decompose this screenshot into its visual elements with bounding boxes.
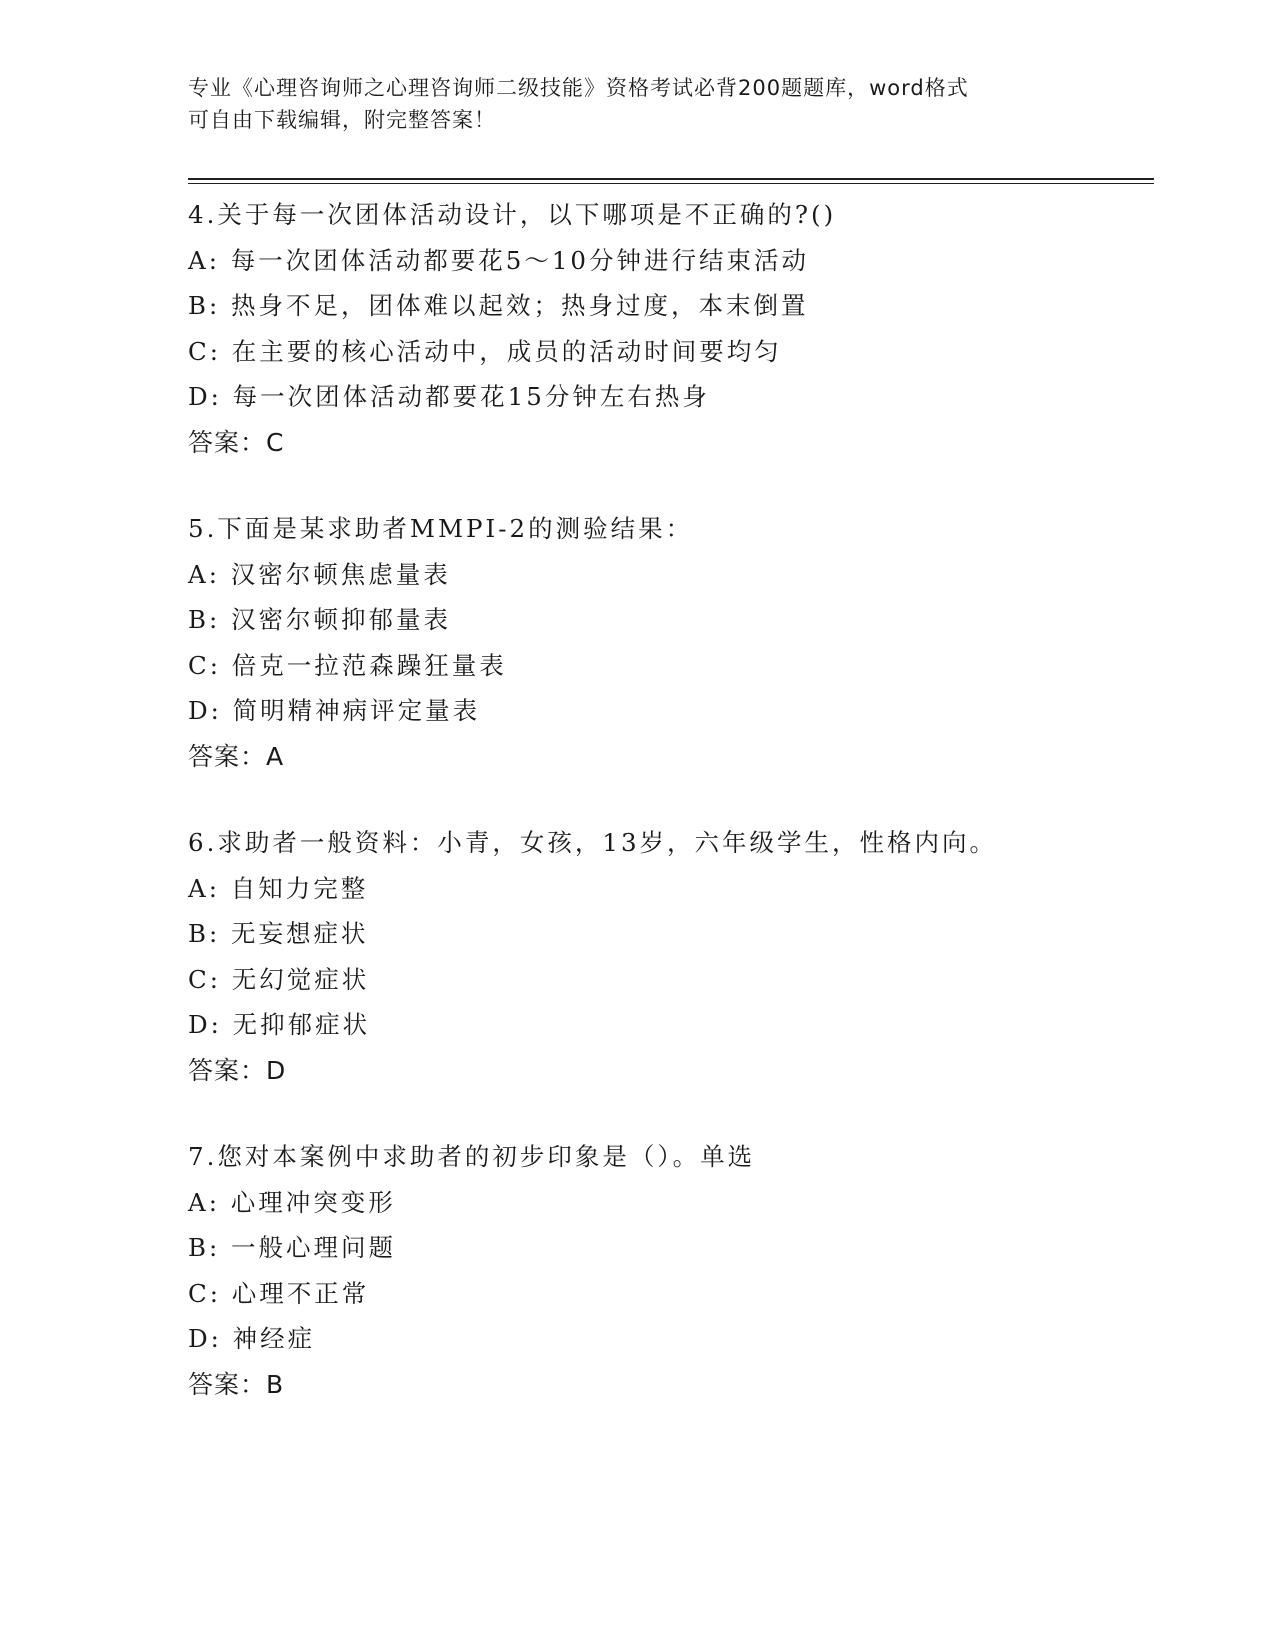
question-stem: 7.您对本案例中求助者的初步印象是（）。单选 [188, 1141, 756, 1171]
document-header [188, 72, 1088, 136]
question-stem: 6.求助者一般资料：小青，女孩，13岁，六年级学生，性格内向。 [188, 827, 998, 857]
answer-label: 答案：B [188, 1369, 285, 1399]
answer-label: 答案：D [188, 1055, 287, 1085]
option-d: D: 神经症 [188, 1324, 316, 1354]
header-divider [188, 178, 1154, 184]
option-d: D: 每一次团体活动都要花15分钟左右热身 [188, 382, 710, 412]
question-item [188, 506, 1154, 780]
question-stem: 5.下面是某求助者MMPI-2的测验结果： [188, 513, 694, 543]
question-item [188, 820, 1154, 1094]
option-a: A: 汉密尔顿焦虑量表 [188, 559, 451, 589]
answer-label: 答案：C [188, 427, 285, 457]
option-c: C: 在主要的核心活动中，成员的活动时间要均匀 [188, 336, 782, 366]
option-c: C: 倍克一拉范森躁狂量表 [188, 650, 507, 680]
answer-label: 答案：A [188, 741, 285, 771]
option-d: D: 简明精神病评定量表 [188, 696, 481, 726]
question-stem: 4.关于每一次团体活动设计，以下哪项是不正确的?() [188, 200, 837, 229]
option-b: B: 热身不足，团体难以起效；热身过度，本末倒置 [188, 291, 809, 321]
option-a: A: 每一次团体活动都要花5～10分钟进行结束活动 [188, 245, 809, 275]
option-c: C: 无幻觉症状 [188, 964, 370, 994]
option-b: B: 无妄想症状 [188, 919, 369, 949]
option-a: A: 心理冲突变形 [188, 1187, 396, 1217]
option-c: C: 心理不正常 [188, 1278, 370, 1308]
option-b: B: 一般心理问题 [188, 1233, 397, 1263]
header-line-2: 可自由下载编辑，附完整答案！ [188, 108, 496, 132]
option-a: A: 自知力完整 [188, 873, 369, 903]
header-line-1: 专业《心理咨询师之心理咨询师二级技能》资格考试必背200题题库，word格式 [188, 76, 969, 100]
question-item [188, 192, 1154, 466]
option-b: B: 汉密尔顿抑郁量表 [188, 605, 452, 635]
question-item [188, 1134, 1154, 1408]
option-d: D: 无抑郁症状 [188, 1010, 371, 1040]
question-list [188, 192, 1154, 1448]
